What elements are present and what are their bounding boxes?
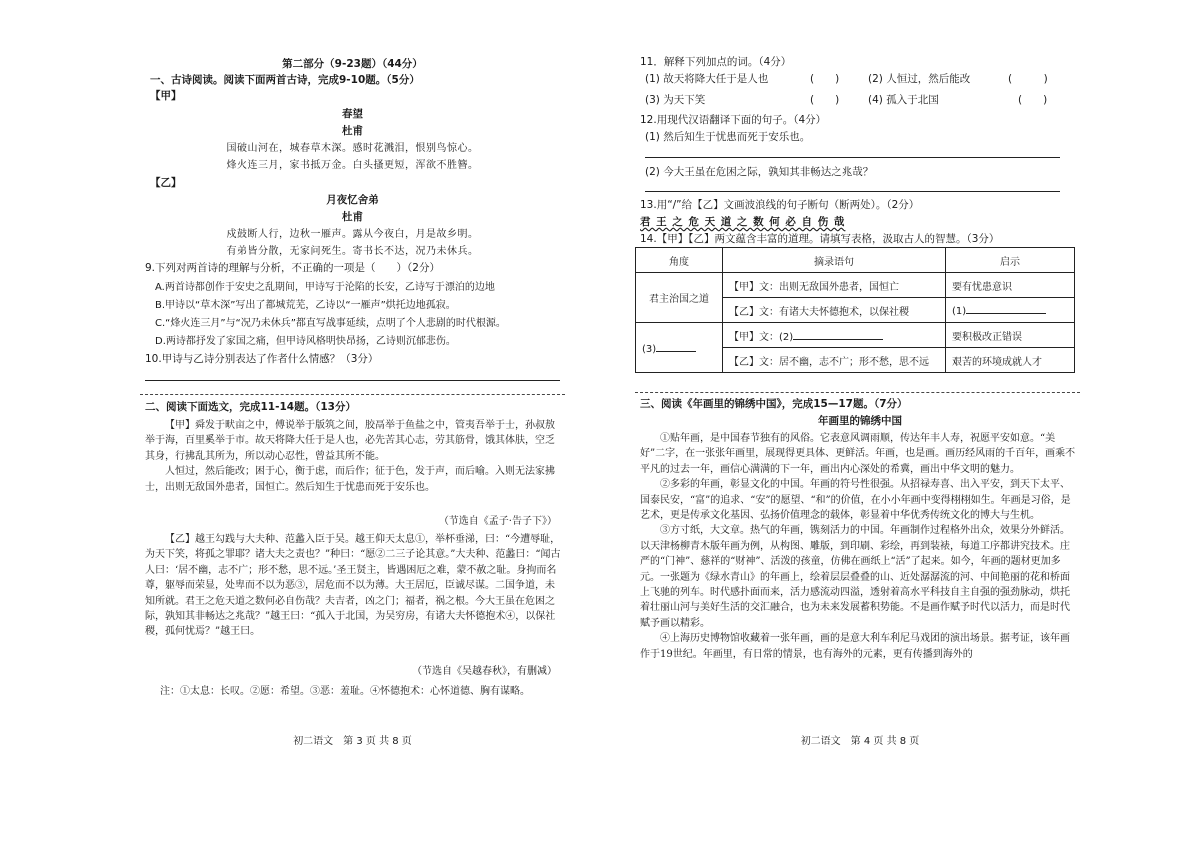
table-row [636, 273, 1075, 298]
jia-source: （节选自《孟子·告子下》） [438, 516, 557, 527]
page-right [640, 0, 1080, 847]
jia-passage [145, 418, 563, 495]
q11-blank[interactable]: ( ) [810, 73, 840, 85]
q12-item: (2) 今大王虽在危困之际，孰知其非畅达之兆哉？ [645, 166, 874, 178]
quote-cell: 【乙】文：有诸大夫怀德抱术，以保社稷 [723, 298, 946, 323]
quote-label: 【甲】文：(2) [729, 331, 794, 343]
section1-title: 一、古诗阅读。阅读下面两首古诗，完成9-10题。（5分） [150, 74, 420, 86]
q13-sentence[interactable]: 君 王 之 危 天 道 之 数 何 必 自 伤 哉 [640, 216, 846, 228]
page-left [140, 0, 565, 847]
jia-paragraph: 人恒过，然后能改；困于心，衡于虑，而后作；征于色，发于声，而后喻。入则无法家拂士，出则无敌国外患者，国恒亡。然后知生于忧患而死于安乐也。 [145, 466, 555, 493]
divider [635, 392, 1080, 393]
insight-cell: 艰苦的环境成就人才 [946, 348, 1075, 373]
section2-title: 二、阅读下面选文，完成11-14题。（13分） [145, 401, 356, 413]
poem1-line: 国破山河在，城春草木深。感时花溅泪，恨别鸟惊心。 [226, 143, 479, 154]
question-11: 11．解释下列加点的词。（4分） [640, 56, 792, 68]
insight-fill-cell[interactable] [946, 298, 1075, 323]
article-title: 年画里的锦绣中国 [818, 415, 902, 427]
yi-paragraph: 【乙】越王勾践与大夫种、范蠡入臣于吴。越王仰天太息①，举杯垂涕，曰：“今遭辱耻，为天下笑，将孤之罪耶？诸大夫之责也？”种曰：“愿②二三子论其意。”大夫种、范蠡曰：“闻古人曰：‘居不幽，志不广；形不愁，思不远。’圣王贤主，皆遇困厄之难，蒙不赦之耻。身拘而名尊，躯辱而荣显，处卑而不以为恶③，居危而不以为薄。大王居厄，臣诚尽谋。二国争道，未知所就。君王之危天道之数何必自伤哉？夫吉者，凶之门；福者，祸之根。今大王虽在危困之际，孰知其非畅达之兆哉？”越王曰：“孤入于北国，为吴穷房，有诸大夫怀德抱术④，以保社稷，孤何忧焉？”越王曰。 [145, 534, 561, 638]
article-paragraph: ④上海历史博物馆收藏着一张年画，画的是意大利车利尼马戏团的演出场景。据考证，该年画作于19世纪。年画里，有日常的情景，也有海外的元素，更有传播到海外的 [640, 633, 1070, 660]
table-header: 摘录语句 [723, 248, 946, 273]
q12-item: (1) 然后知生于忧患而死于安乐也。 [645, 131, 811, 143]
question-13: 13.用“/”给【乙】文画波浪线的句子断句（断两处）。（2分） [640, 199, 920, 211]
insight-cell: 要有忧患意识 [946, 273, 1075, 298]
divider [140, 394, 565, 395]
q11-item: (4) 孤入于北国 [868, 94, 939, 106]
article-paragraph: ①贴年画，是中国春节独有的风俗。它表意风调雨顺，传达年丰人寿，祝愿平安如意。“美好”二字，在一张张年画里，展现得更具体、更鲜活。年画，也是画。画历经风雨的千百年，画乘不平凡的过去一年，画信心满满的下一年，画出内心深处的希冀，画出中华文明的魅力。 [640, 433, 1076, 475]
table-header: 启示 [946, 248, 1075, 273]
question-12: 12.用现代汉语翻译下面的句子。（4分） [640, 114, 827, 126]
poem2-title: 月夜忆舍弟 [326, 194, 379, 206]
question-9: 9.下列对两首诗的理解与分析，不正确的一项是（ ）（2分） [145, 262, 440, 274]
page-footer: 初二语文 第 3 页 共 8 页 [293, 736, 412, 747]
article-paragraph: ③方寸纸，大文章。热气的年画，镌刻活力的中国。年画制作过程格外出众，效果分外鲜活。以天津杨柳青木版年画为例，从构图、雕版，到印刷、彩绘，再到装裱，每道工序都讲究技术。庄严的“门神”、慈祥的“财神”、活泼的孩童，仿佛在画纸上“活”了起来。如今，年画的题材更加多元。一张题为《绿水青山》的年画上，绘着层层叠叠的山、近处潺潺流的河、中间艳丽的花和桥面上飞驰的列车。时代感扑面而来，活力感流动四溢，透射着高水平科技自主自强的强劲脉动，烘托着壮丽山河与美好生活的交汇融合，也为未来发展蓄积势能。不是画作赋予时代以活力，而是时代赋予画以精彩。 [640, 525, 1070, 629]
part2-title: 第二部分（9-23题）（44分） [282, 58, 423, 70]
article-body [640, 431, 1076, 662]
q10-answer-line[interactable] [145, 380, 560, 381]
angle-label: (3) [642, 343, 657, 355]
page-footer: 初二语文 第 4 页 共 8 页 [800, 736, 920, 747]
article-paragraph: ②多彩的年画，彰显文化的中国。年画的符号性很强。从招禄寿喜、出入平安，到天下太平、国泰民安，“富”的追求、“安”的愿望、“和”的价值，在小小年画中变得栩栩如生。年画是习俗，是艺术，更是传承文化基因、弘扬价值理念的载体，彰显着中华优秀传统文化的博大与生机。 [640, 479, 1071, 522]
quote-cell: 【甲】文：出则无敌国外患者，国恒亡 [723, 273, 946, 298]
poem1-title: 春望 [342, 108, 363, 120]
yi-source: （节选自《吴越春秋》，有删减） [412, 666, 557, 677]
jia-paragraph: 【甲】舜发于畎亩之中，傅说举于版筑之间，胶鬲举于鱼盐之中，管夷吾举于士，孙叔敖举于海，百里奚举于市。故天将降大任于是人也，必先苦其心志，劳其筋骨，饿其体肤，空乏其身，行拂乱其所为，所以动心忍性，曾益其所不能。 [145, 420, 555, 462]
yi-passage [145, 532, 563, 640]
question-10: 10.甲诗与乙诗分别表达了作者什么情感？（3分） [145, 353, 379, 365]
q11-item: (3) 为天下笑 [645, 94, 706, 106]
q11-blank[interactable]: ( ) [1008, 73, 1048, 85]
annotations: 注：①太息：长叹。②愿：希望。③恶：羞耻。④怀德抱术：心怀道德、胸有谋略。 [160, 686, 530, 697]
poem2-line: 有弟皆分散，无家问死生。寄书长不达，况乃未休兵。 [226, 246, 479, 257]
yi-tag: 【乙】 [150, 177, 182, 189]
q9-option-d: D.两诗都抒发了家国之痛，但甲诗风格明快昂扬，乙诗则沉郁悲伤。 [155, 336, 456, 347]
q12-answer-line[interactable] [645, 191, 1060, 192]
section3-title: 三、阅读《年画里的锦绣中国》，完成15—17题。（7分） [640, 398, 908, 410]
q11-item: (2) 人恒过，然后能改 [868, 73, 971, 85]
table-header-row [636, 248, 1075, 273]
q11-item: (1) 故天将降大任于是人也 [645, 73, 769, 85]
q14-table [635, 247, 1075, 373]
question-14: 14.【甲】【乙】两文蕴含丰富的道理。请填写表格，汲取古人的智慧。（3分） [640, 233, 1000, 245]
insight-label: (1) [952, 306, 967, 317]
quote-cell: 【乙】文：居不幽，志不广；形不愁，思不远 [723, 348, 946, 373]
q9-option-a: A.两首诗都创作于安史之乱期间，甲诗写于沦陷的长安，乙诗写于漂泊的边地 [155, 282, 495, 293]
poem2-line: 戍鼓断人行，边秋一雁声。露从今夜白，月是故乡明。 [226, 229, 479, 240]
angle-cell: 君主治国之道 [636, 273, 723, 323]
quote-fill-cell[interactable] [723, 323, 946, 348]
q11-blank[interactable]: ( ) [1018, 94, 1048, 106]
q11-blank[interactable]: ( ) [810, 94, 840, 106]
q9-option-c: C.“烽火连三月”与“况乃未休兵”都直写战事延续，点明了个人悲剧的时代根源。 [155, 318, 506, 329]
table-row [636, 323, 1075, 348]
q9-option-b: B.甲诗以“草木深”写出了都城荒芜，乙诗以“一雁声”烘托边地孤寂。 [155, 300, 456, 311]
poem2-author: 杜甫 [342, 211, 363, 223]
q12-answer-line[interactable] [645, 157, 1060, 158]
table-header: 角度 [636, 248, 723, 273]
insight-cell: 要积极改正错误 [946, 323, 1075, 348]
poem1-line: 烽火连三月，家书抵万金。白头搔更短，浑欲不胜簪。 [226, 160, 479, 171]
angle-fill-cell[interactable] [636, 323, 723, 373]
jia-tag: 【甲】 [150, 90, 182, 102]
poem1-author: 杜甫 [342, 125, 363, 137]
